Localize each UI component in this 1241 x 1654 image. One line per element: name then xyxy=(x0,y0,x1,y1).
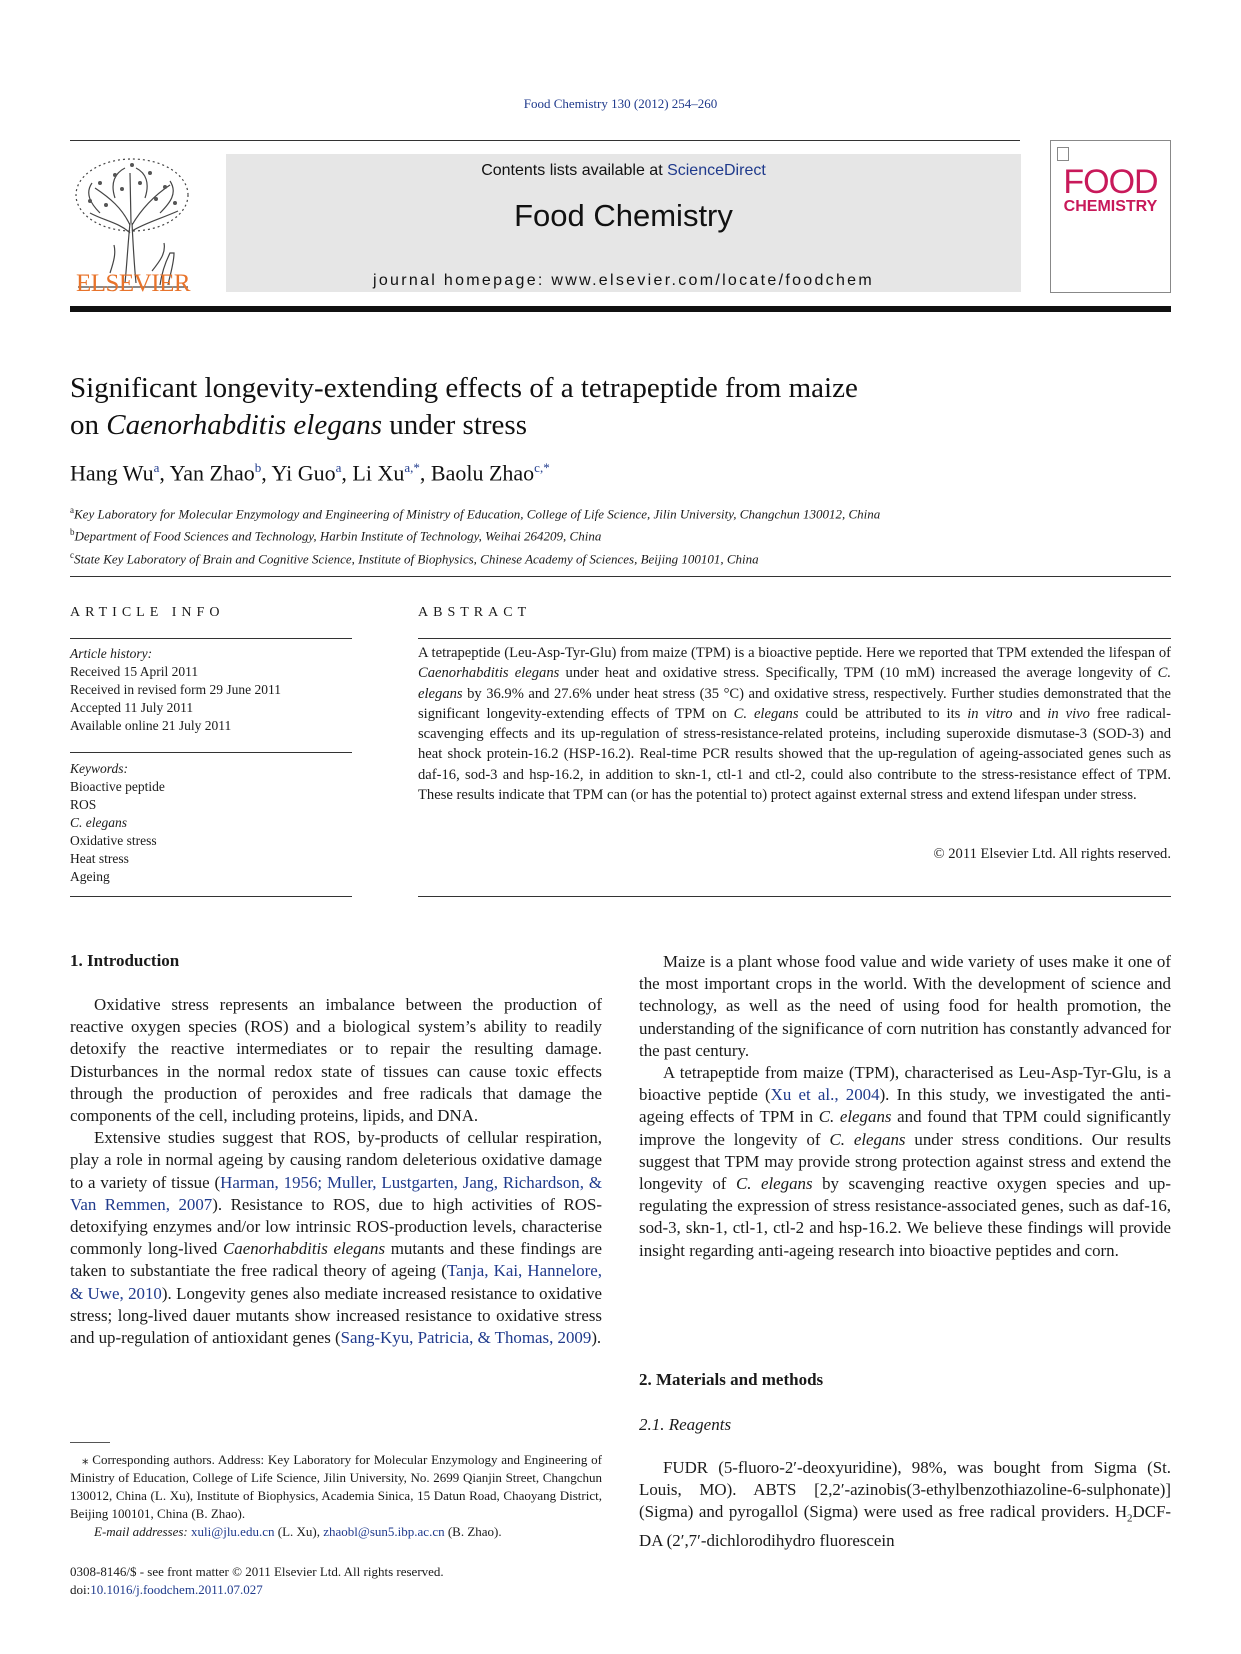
keywords xyxy=(70,760,352,886)
journal-homepage[interactable]: journal homepage: www.elsevier.com/locate/foodchem xyxy=(373,272,874,289)
article-info-rule xyxy=(70,638,352,639)
keyword: Ageing xyxy=(70,869,110,884)
header-top-rule xyxy=(70,140,1020,141)
history-item: Received in revised form 29 June 2011 xyxy=(70,682,281,697)
affiliation xyxy=(70,501,1170,523)
title-line2-pre: on xyxy=(70,409,107,441)
author[interactable]: Yi Guo xyxy=(271,460,336,486)
title-line2 xyxy=(70,407,1070,444)
publisher-name: ELSEVIER xyxy=(75,270,191,297)
doi-link[interactable]: 10.1016/j.foodchem.2011.07.027 xyxy=(90,1582,263,1597)
author-affil-mark[interactable]: a xyxy=(335,460,342,475)
journal-citation[interactable]: Food Chemistry 130 (2012) 254–260 xyxy=(523,96,718,111)
keyword: Heat stress xyxy=(70,851,129,866)
journal-name: Food Chemistry xyxy=(514,198,733,233)
section-heading-materials-methods: 2. Materials and methods xyxy=(639,1370,824,1389)
reagents-text: FUDR (5-fluoro-2′-deoxyuridine), 98%, was bought from Sigma (St. Louis, MO). ABTS [2,2′-azinobis(3-ethylbenzothiazoline-6-sulphonate)] (Sigma) and pyrogallol (Sigma) were used as free radical providers. $H_2DCF-DA$ (2′,7′-dichlorodihydro fluorescein xyxy=(639,1458,1171,1550)
affiliation-rule xyxy=(70,576,1171,577)
page-footer xyxy=(70,1563,444,1599)
reference-link[interactable]: Xu et al., 2004 xyxy=(770,1085,880,1105)
abstract-heading: ABSTRACT xyxy=(418,605,532,620)
title-line1: Significant longevity-extending effects of a tetrapeptide from maize xyxy=(70,372,858,404)
article-title xyxy=(70,370,1070,444)
journal-banner xyxy=(226,154,1021,292)
introduction-continued-text: Maize is a plant whose food value and wide variety of uses make it one of the most important crops in the world. With the development of science and technology, as well as the need of using food for health promotion, the understanding of the significance of corn nutrition has constantly advanced for the past century. A tetrapeptide from maize (TPM), characterised as Leu-Asp-Tyr-Glu, is a bioactive peptide (Xu et al., 2004). In this study, we investigated the anti-ageing effects of TPM in C. elegans and found that TPM could significantly improve the longevity of C. elegans under stress conditions. Our results suggest that TPM may provide strong protection against stress and extend the longevity of C. elegans by scavenging reactive oxygen species and up-regulating the expression of stress resistance-associated genes, such as daf-16, sod-3, skn-1, ctl-1, ctl-2 and hsp-16.2. We believe these findings will provide insight regarding anti-ageing research into bioactive peptides and corn. xyxy=(639,952,1171,1260)
keyword: Oxidative stress xyxy=(70,833,157,848)
sciencedirect-link[interactable]: ScienceDirect xyxy=(667,162,766,179)
section-heading-introduction: 1. Introduction xyxy=(70,951,180,970)
history-item: Received 15 April 2011 xyxy=(70,664,199,679)
email-link[interactable]: zhaobl@sun5.ibp.ac.cn xyxy=(323,1524,445,1539)
reference-link[interactable]: Tanja, Kai, Hannelore, & Uwe, 2010 xyxy=(70,1261,602,1303)
affiliation-mark: a xyxy=(70,505,74,515)
title-species: Caenorhabditis elegans xyxy=(106,409,383,441)
contents-line xyxy=(226,162,1021,180)
abstract-copyright: © 2011 Elsevier Ltd. All rights reserved. xyxy=(933,846,1171,862)
abstract-rule xyxy=(418,638,1171,639)
cover-logo-icon xyxy=(1057,147,1069,161)
reference-link[interactable]: Harman, 1956; Muller, Lustgarten, Jang, Richardson, & Van Remmen, 2007 xyxy=(70,1172,602,1214)
affiliation-text: Key Laboratory for Molecular Enzymology and Engineering of Ministry of Education, College of Life Science, Jilin University, Changchun 130012, China xyxy=(74,506,881,522)
title-line2-post: under stress xyxy=(382,409,528,441)
footnote-address: ⁎ Corresponding authors. Address: Key Laboratory for Molecular Enzymology and Engineering of Ministry of Education, College of Life Science, Jilin University, No. 2699 Qianjin Street, Changchun 130012, China (L. Xu), Institute of Biophysics, Academia Sinica, 15 Datun Road, Chaoyang District, Beijing 100101, China (B. Zhao). xyxy=(70,1452,602,1521)
issn-line: 0308-8146/$ - see front matter © 2011 Elsevier Ltd. All rights reserved. xyxy=(70,1564,444,1579)
article-info-heading: ARTICLE INFO xyxy=(70,605,225,620)
author-affil-mark[interactable]: b xyxy=(254,460,262,475)
introduction-text: Oxidative stress represents an imbalance between the production of reactive oxygen species (ROS) and a biological system’s ability to readily detoxify the reactive intermediates or to repair the resulting damage. Disturbances in the normal redox state of tissues can cause toxic effects through the production of peroxides and free radicals that damage the components of the cell, including proteins, lipids, and DNA. Extensive studies suggest that ROS, by-products of cellular respiration, play a role in normal ageing by causing random deleterious oxidative damage to a variety of tissue (Harman, 1956; Muller, Lustgarten, Jang, Richardson, & Van Remmen, 2007). Resistance to ROS, due to high activities of ROS-detoxifying enzymes and/or low intrinsic ROS-production levels, characterise commonly long-lived Caenorhabditis elegans mutants and these findings are taken to substantiate the free radical theory of ageing (Tanja, Kai, Hannelore, & Uwe, 2010). Longevity genes also mediate increased resistance to oxidative stress; long-lived dauer mutants show increased resistance to oxidative stress and up-regulation of antioxidant genes (Sang-Kyu, Patricia, & Thomas, 2009). xyxy=(70,995,603,1348)
article-info-bottom-rule xyxy=(70,896,352,897)
author[interactable]: Yan Zhao xyxy=(169,460,255,486)
affiliation-text: State Key Laboratory of Brain and Cognitive Science, Institute of Biophysics, Chinese Academy of Sciences, Beijing 100101, China xyxy=(74,550,759,566)
author[interactable]: Baolu Zhao xyxy=(430,460,535,486)
author[interactable]: Li Xu xyxy=(352,460,405,486)
corresponding-author-footnote xyxy=(70,1451,602,1541)
cover-title xyxy=(1051,165,1170,215)
cover-title-line1: FOOD xyxy=(1063,163,1158,201)
affiliation-mark: b xyxy=(70,527,75,538)
contents-prefix: Contents lists available at xyxy=(481,162,668,179)
keyword: ROS xyxy=(70,797,97,812)
footnote-emails xyxy=(70,1523,602,1541)
keywords-label: Keywords: xyxy=(70,761,128,776)
author-list: Hang Wu$^a$, Yan Zhao$^b$, Yi Guo$^a$, Li $Xu^{a,*}$, Baolu Zhao$^{c,*}$ xyxy=(70,460,550,486)
affiliations xyxy=(70,501,1170,568)
email-owner: (L. Xu), xyxy=(274,1524,324,1539)
emails-label: E-mail addresses: xyxy=(94,1524,188,1539)
affiliation xyxy=(70,546,1170,568)
keyword: Bioactive peptide xyxy=(70,779,165,794)
affiliation-text: Department of Food Sciences and Technology, Harbin Institute of Technology, Weihai 264209, China xyxy=(74,528,602,544)
cover-title-line2: CHEMISTRY xyxy=(1063,198,1158,215)
author-affil-mark[interactable]: c,* xyxy=(534,460,550,475)
author-affil-mark[interactable]: a xyxy=(153,460,160,475)
footnote-rule xyxy=(70,1442,110,1443)
affiliation-mark: c xyxy=(70,549,74,560)
reference-link[interactable]: Sang-Kyu, Patricia, & Thomas, 2009 xyxy=(340,1328,592,1348)
subsection-heading-reagents: 2.1. Reagents xyxy=(639,1415,732,1434)
history-item: Available online 21 July 2011 xyxy=(70,718,232,733)
doi-prefix: doi: xyxy=(70,1582,91,1597)
header-bottom-rule xyxy=(70,306,1171,312)
history-item: Accepted 11 July 2011 xyxy=(70,700,194,715)
email-link[interactable]: xuli@jlu.edu.cn xyxy=(191,1524,275,1539)
article-history xyxy=(70,645,352,735)
author[interactable]: Hang Wu xyxy=(70,460,154,486)
abstract-bottom-rule xyxy=(418,896,1171,897)
keywords-rule xyxy=(70,752,352,753)
affiliation xyxy=(70,523,1170,545)
author-affil-mark[interactable]: a,* xyxy=(404,460,420,475)
history-label: Article history: xyxy=(70,646,153,661)
keyword: C. elegans xyxy=(70,815,127,830)
journal-cover-thumbnail xyxy=(1050,140,1171,293)
email-owner: (B. Zhao). xyxy=(444,1524,502,1539)
abstract-text: A tetrapeptide (Leu-Asp-Tyr-Glu) from maize (TPM) is a bioactive peptide. Here we reported that TPM extended the lifespan of Caenorhabditis elegans under heat and oxidative stress. Specifically, TPM (10 mM) increased the average longevity of C. elegans by 36.9% and 27.6% under heat stress (35 °C) and oxidative stress, respectively. Further studies demonstrated that the significant longevity-extending effects of TPM on C. elegans could be attributed to its in vitro and in vivo free radical-scavenging effects and its up-regulation of stress-resistance-related proteins, including superoxide dismutase-3 (SOD-3) and heat shock protein-16.2 (HSP-16.2). Real-time PCR results showed that the up-regulation of ageing-associated genes such as daf-16, sod-3 and hsp-16.2, in addition to skn-1, ctl-1 and ctl-2, could also contribute to the stress-resistance effect of TPM. These results indicate that TPM can (or has the potential to) protect against external stress and extend lifespan under stress. xyxy=(418,645,1171,804)
doi-line xyxy=(70,1581,444,1599)
